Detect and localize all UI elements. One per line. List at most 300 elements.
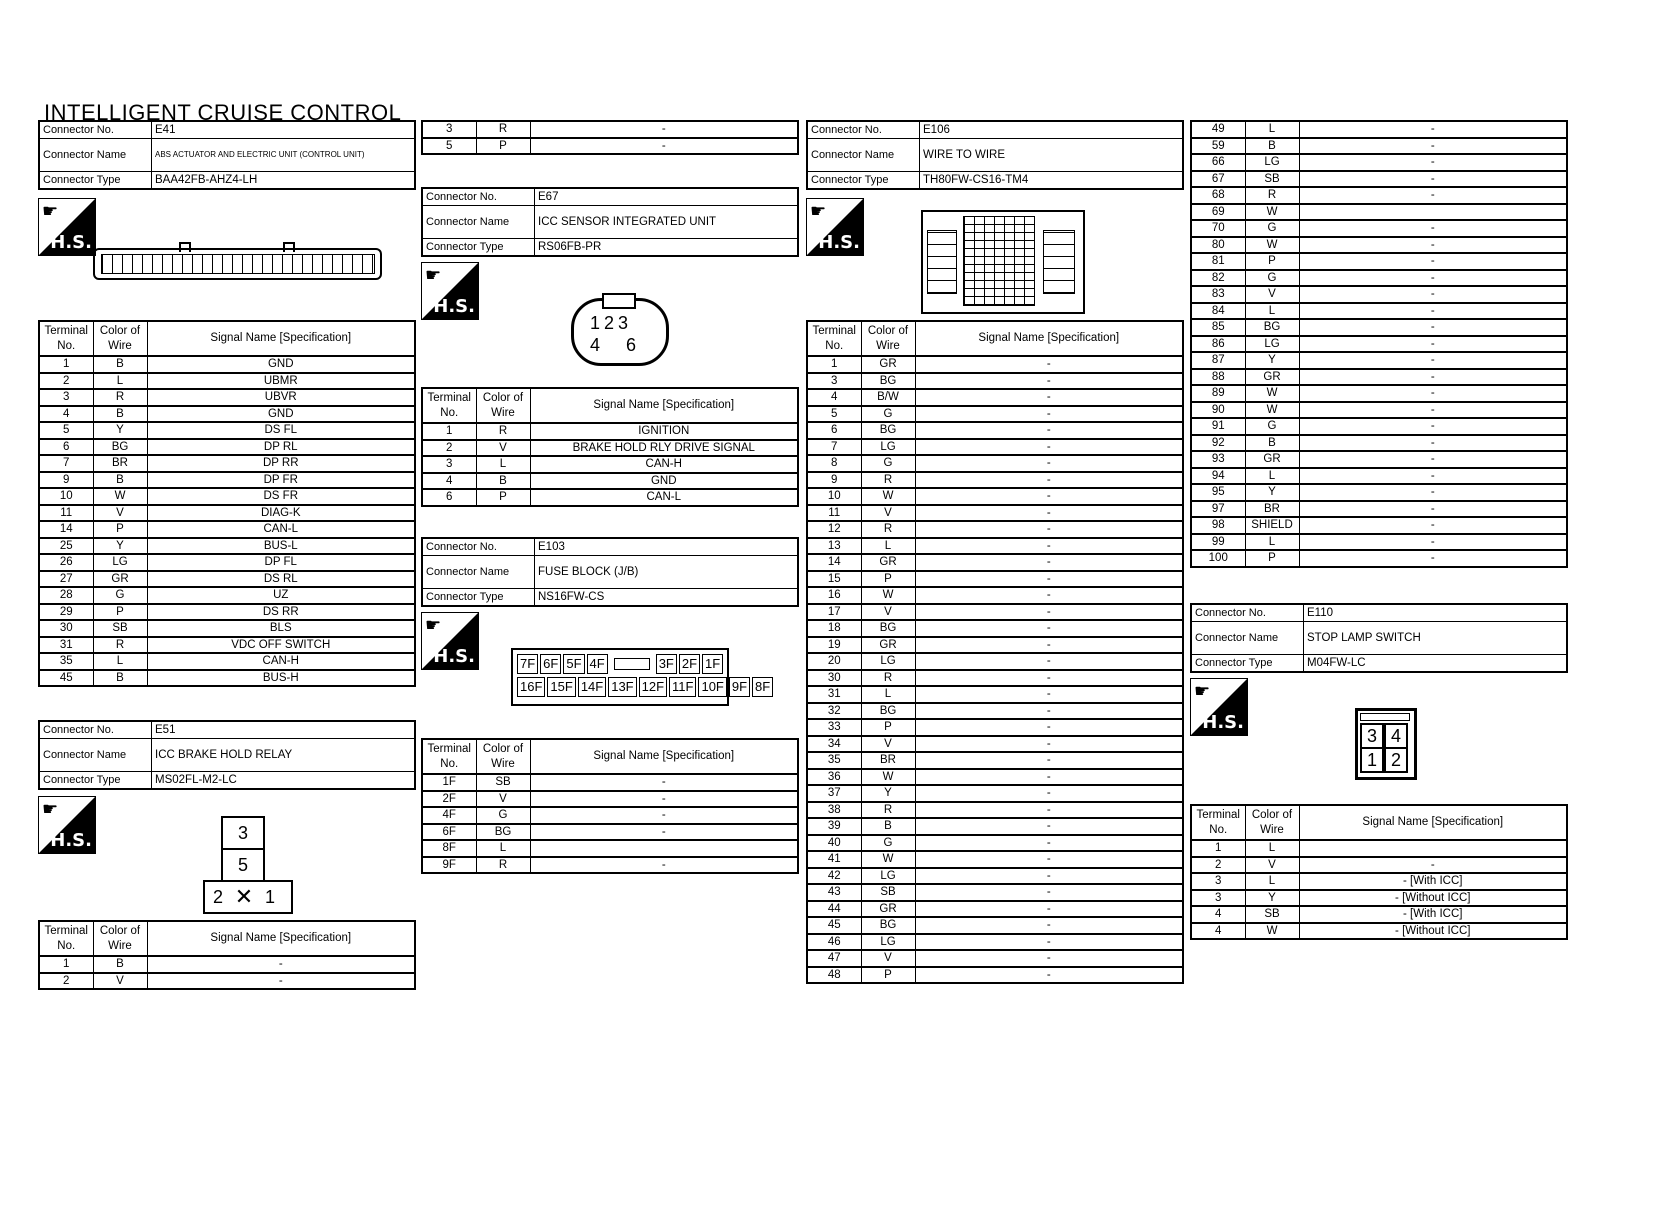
table-row — [807, 505, 1183, 522]
terminal-no-cell: 34 — [807, 736, 861, 753]
table-row — [1191, 154, 1567, 171]
connector-name-label: Connector Name — [39, 739, 152, 772]
table-row — [422, 774, 798, 791]
table-row — [807, 934, 1183, 951]
signal-name-cell: DP FL — [147, 554, 415, 571]
terminal-no-cell: 99 — [1191, 534, 1245, 551]
connector-name-value: FUSE BLOCK (J/B) — [535, 556, 799, 589]
signal-name-cell: - — [915, 455, 1183, 472]
glove-icon: ☛ — [810, 201, 827, 221]
harness-side-icon — [421, 612, 479, 670]
pin-table-e106-continued — [1190, 120, 1568, 568]
terminal-cell: 2 — [1384, 747, 1408, 773]
signal-name-cell: - — [530, 791, 798, 808]
table-row — [807, 587, 1183, 604]
connector-no-value: E41 — [152, 121, 416, 139]
table-row — [39, 587, 415, 604]
terminal-no-header: Terminal No. — [39, 921, 93, 956]
connector-no-value: E51 — [152, 721, 416, 739]
signal-name-cell: - — [915, 406, 1183, 423]
table-row — [1191, 270, 1567, 287]
table-row — [1191, 336, 1567, 353]
terminal-no-cell: 6 — [807, 422, 861, 439]
wire-color-cell: SB — [861, 884, 915, 901]
terminal-no-cell: 36 — [807, 769, 861, 786]
terminal-no-header: Terminal No. — [1191, 805, 1245, 840]
wire-color-cell: SB — [1245, 906, 1299, 923]
signal-name-cell: - — [915, 439, 1183, 456]
terminal-no-cell: 8F — [422, 840, 476, 857]
signal-name-cell: - — [915, 769, 1183, 786]
table-row — [807, 356, 1183, 373]
terminal-no-cell: 7 — [39, 455, 93, 472]
terminal-no-cell: 67 — [1191, 171, 1245, 188]
wire-color-cell: B/W — [861, 389, 915, 406]
terminal-no-cell: 16 — [807, 587, 861, 604]
wire-color-cell: W — [1245, 204, 1299, 221]
wire-color-cell: V — [861, 736, 915, 753]
column-2 — [421, 120, 799, 871]
table-row — [1191, 890, 1567, 907]
wire-color-cell: P — [861, 719, 915, 736]
terminal-no-cell: 4 — [422, 473, 476, 490]
table-row — [807, 670, 1183, 687]
wire-color-cell: BG — [93, 439, 147, 456]
glove-icon: ☛ — [42, 799, 59, 819]
signal-name-cell: CAN-H — [530, 456, 798, 473]
connector-name-label: Connector Name — [807, 139, 920, 172]
table-row — [807, 835, 1183, 852]
table-row — [807, 719, 1183, 736]
harness-side-icon — [421, 262, 479, 320]
terminal-no-cell: 25 — [39, 538, 93, 555]
terminal-no-cell: 4 — [39, 406, 93, 423]
wire-color-cell: R — [476, 121, 530, 138]
connector-type-value: NS16FW-CS — [535, 589, 799, 607]
table-row — [39, 356, 415, 373]
table-row — [39, 538, 415, 555]
signal-name-cell: - — [1299, 418, 1567, 435]
harness-side-icon — [38, 796, 96, 854]
terminal-row: 2 ✕ 1 — [203, 880, 293, 914]
hs-label: H.S. — [1202, 712, 1244, 733]
signal-name-cell: - — [147, 973, 415, 990]
wire-color-cell: W — [1245, 385, 1299, 402]
connector-info-e103 — [421, 537, 799, 607]
harness-side-icon — [1190, 678, 1248, 736]
signal-name-cell: - — [915, 736, 1183, 753]
table-row — [1191, 220, 1567, 237]
wire-color-cell: B — [93, 670, 147, 687]
wire-color-cell: SB — [476, 774, 530, 791]
table-row — [39, 439, 415, 456]
signal-name-cell: - — [915, 620, 1183, 637]
hs-label: H.S. — [50, 830, 92, 851]
wire-color-cell: R — [861, 802, 915, 819]
terminal-no-header: Terminal No. — [422, 739, 476, 774]
signal-name-cell: CAN-L — [530, 489, 798, 506]
signal-name-cell — [1299, 204, 1567, 221]
glove-icon: ☛ — [42, 201, 59, 221]
wire-color-cell: L — [1245, 840, 1299, 857]
wire-color-cell: Y — [1245, 890, 1299, 907]
table-row — [807, 472, 1183, 489]
table-row — [1191, 385, 1567, 402]
connector-name-value: ICC BRAKE HOLD RELAY — [152, 739, 416, 772]
signal-name-cell: BUS-L — [147, 538, 415, 555]
column-4 — [1190, 120, 1568, 937]
signal-name-cell: - — [1299, 237, 1567, 254]
signal-name-cell: - — [915, 554, 1183, 571]
connector-name-label: Connector Name — [422, 556, 535, 589]
table-row — [422, 791, 798, 808]
terminal-no-cell: 4 — [1191, 906, 1245, 923]
terminal-cell: 16F — [517, 677, 545, 697]
terminal-cell: 3 — [221, 816, 265, 850]
signal-name-cell — [1299, 840, 1567, 857]
signal-name-cell: BRAKE HOLD RLY DRIVE SIGNAL — [530, 440, 798, 457]
signal-name-cell: - — [915, 521, 1183, 538]
color-of-wire-header: Color of Wire — [93, 921, 147, 956]
terminal-no-cell: 97 — [1191, 501, 1245, 518]
table-row — [39, 373, 415, 390]
table-row — [1191, 303, 1567, 320]
page-title: INTELLIGENT CRUISE CONTROL — [44, 100, 402, 125]
wire-color-cell: GR — [861, 356, 915, 373]
signal-name-cell: GND — [147, 356, 415, 373]
terminal-no-cell: 3 — [422, 456, 476, 473]
terminal-no-cell: 14 — [39, 521, 93, 538]
wire-color-cell: B — [861, 818, 915, 835]
wire-color-cell: V — [1245, 857, 1299, 874]
wire-color-cell: GR — [861, 637, 915, 654]
signal-name-cell: - — [915, 851, 1183, 868]
signal-name-cell: - — [915, 653, 1183, 670]
terminal-cell: 5 — [221, 848, 265, 882]
wire-color-cell: P — [1245, 253, 1299, 270]
signal-name-cell: - — [915, 488, 1183, 505]
table-row — [422, 456, 798, 473]
signal-name-cell: - — [915, 389, 1183, 406]
signal-name-cell: - — [915, 538, 1183, 555]
connector-no-value: E67 — [535, 188, 799, 206]
table-row — [1191, 286, 1567, 303]
wire-color-cell: L — [1245, 873, 1299, 890]
signal-name-cell: - — [1299, 385, 1567, 402]
connector-name-value: WIRE TO WIRE — [920, 139, 1184, 172]
terminal-no-cell: 88 — [1191, 369, 1245, 386]
terminal-no-cell: 68 — [1191, 187, 1245, 204]
table-row — [1191, 857, 1567, 874]
wire-color-cell: L — [1245, 121, 1299, 138]
signal-name-cell: - — [1299, 171, 1567, 188]
connector-no-label: Connector No. — [422, 188, 535, 206]
terminal-cell: 4 — [1384, 723, 1408, 749]
table-row — [39, 521, 415, 538]
table-row — [807, 802, 1183, 819]
wire-color-cell: LG — [861, 653, 915, 670]
signal-name-cell: - — [1299, 138, 1567, 155]
table-row — [1191, 352, 1567, 369]
terminal-no-cell: 28 — [39, 587, 93, 604]
wire-color-cell: G — [1245, 220, 1299, 237]
terminal-no-cell: 83 — [1191, 286, 1245, 303]
terminal-cell: 3 — [1360, 723, 1384, 749]
connector-name-value: STOP LAMP SWITCH — [1304, 622, 1568, 655]
signal-name-cell: - — [1299, 336, 1567, 353]
terminal-cell: 8F — [752, 677, 773, 697]
wire-color-cell: R — [93, 389, 147, 406]
wire-color-cell: SB — [93, 620, 147, 637]
table-row — [807, 818, 1183, 835]
signal-name-cell: - — [1299, 402, 1567, 419]
terminal-label: 6 — [626, 335, 663, 355]
signal-name-cell: - — [915, 356, 1183, 373]
table-row — [1191, 402, 1567, 419]
signal-name-header: Signal Name [Specification] — [147, 321, 415, 356]
connector-type-label: Connector Type — [422, 589, 535, 607]
table-row — [1191, 237, 1567, 254]
signal-name-header: Signal Name [Specification] — [147, 921, 415, 956]
terminal-no-cell: 45 — [39, 670, 93, 687]
terminal-no-cell: 30 — [39, 620, 93, 637]
wire-color-cell: BR — [1245, 501, 1299, 518]
connector-type-value: BAA42FB-AHZ4-LH — [152, 172, 416, 190]
signal-name-cell: - — [915, 752, 1183, 769]
table-row — [807, 455, 1183, 472]
signal-name-cell: - — [915, 422, 1183, 439]
table-row — [1191, 253, 1567, 270]
terminal-cell: 2F — [679, 654, 700, 674]
terminal-no-cell: 6 — [39, 439, 93, 456]
blank-cavity-icon: ✕ — [234, 884, 254, 909]
connector-no-value: E106 — [920, 121, 1184, 139]
signal-name-cell: - — [530, 138, 798, 155]
wire-color-cell: L — [476, 456, 530, 473]
table-row — [422, 857, 798, 874]
wire-color-cell: G — [476, 807, 530, 824]
table-row — [1191, 534, 1567, 551]
terminal-no-cell: 4F — [422, 807, 476, 824]
terminal-no-cell: 3 — [1191, 890, 1245, 907]
connector-info-e106 — [806, 120, 1184, 190]
table-row — [807, 884, 1183, 901]
signal-name-cell: UBMR — [147, 373, 415, 390]
wire-color-cell: BG — [861, 422, 915, 439]
wire-color-cell: BG — [476, 824, 530, 841]
wire-color-cell: Y — [93, 538, 147, 555]
terminal-no-cell: 91 — [1191, 418, 1245, 435]
wire-color-cell: P — [861, 967, 915, 984]
signal-name-cell: DS RR — [147, 604, 415, 621]
connector-name-value: ABS ACTUATOR AND ELECTRIC UNIT (CONTROL UNIT) — [152, 139, 416, 172]
terminal-no-cell: 46 — [807, 934, 861, 951]
signal-name-cell: - — [915, 686, 1183, 703]
terminal-no-cell: 81 — [1191, 253, 1245, 270]
signal-name-header: Signal Name [Specification] — [530, 739, 798, 774]
table-row — [1191, 840, 1567, 857]
wire-color-cell: Y — [1245, 352, 1299, 369]
table-row — [807, 406, 1183, 423]
terminal-no-cell: 10 — [39, 488, 93, 505]
terminal-no-cell: 19 — [807, 637, 861, 654]
wire-color-cell: V — [861, 505, 915, 522]
terminal-no-cell: 47 — [807, 950, 861, 967]
table-row — [807, 620, 1183, 637]
wire-color-cell: L — [861, 538, 915, 555]
terminal-no-cell: 1 — [807, 356, 861, 373]
wire-color-cell: P — [861, 571, 915, 588]
signal-name-cell: - — [1299, 303, 1567, 320]
table-row — [807, 785, 1183, 802]
wire-color-cell: BG — [861, 917, 915, 934]
table-row — [1191, 171, 1567, 188]
connector-type-value: TH80FW-CS16-TM4 — [920, 172, 1184, 190]
connector-no-label: Connector No. — [39, 721, 152, 739]
wire-color-cell: GR — [861, 901, 915, 918]
terminal-no-cell: 43 — [807, 884, 861, 901]
signal-name-cell: - — [1299, 550, 1567, 567]
terminal-no-cell: 5 — [807, 406, 861, 423]
table-row — [807, 769, 1183, 786]
terminal-no-cell: 30 — [807, 670, 861, 687]
table-row — [807, 538, 1183, 555]
signal-name-cell: - — [915, 802, 1183, 819]
connector-info-e51 — [38, 720, 416, 790]
signal-name-cell: CAN-H — [147, 653, 415, 670]
terminal-no-cell: 66 — [1191, 154, 1245, 171]
terminal-no-cell: 2 — [1191, 857, 1245, 874]
terminal-no-cell: 80 — [1191, 237, 1245, 254]
table-row — [39, 956, 415, 973]
table-row — [807, 554, 1183, 571]
wire-color-cell: LG — [93, 554, 147, 571]
signal-name-cell: - — [915, 835, 1183, 852]
terminal-cell: 15F — [547, 677, 575, 697]
signal-name-cell: - — [915, 587, 1183, 604]
table-row — [422, 840, 798, 857]
connector-name-label: Connector Name — [39, 139, 152, 172]
pin-table-e51 — [38, 920, 416, 990]
terminal-no-cell: 31 — [39, 637, 93, 654]
signal-name-cell: - — [1299, 270, 1567, 287]
table-row — [807, 752, 1183, 769]
terminal-no-cell: 2 — [39, 373, 93, 390]
signal-name-cell: - — [1299, 253, 1567, 270]
table-row — [1191, 121, 1567, 138]
wire-color-cell: R — [861, 521, 915, 538]
signal-name-cell: - — [1299, 121, 1567, 138]
table-row — [807, 950, 1183, 967]
pin-table-e41 — [38, 320, 416, 687]
connector-type-label: Connector Type — [1191, 655, 1304, 673]
terminal-no-cell: 87 — [1191, 352, 1245, 369]
wire-color-cell: SHIELD — [1245, 517, 1299, 534]
table-row — [39, 670, 415, 687]
table-row — [39, 554, 415, 571]
pin-table-e106 — [806, 320, 1184, 984]
wire-color-cell: LG — [861, 934, 915, 951]
terminal-no-cell: 85 — [1191, 319, 1245, 336]
connector-type-label: Connector Type — [39, 772, 152, 790]
signal-name-cell: - — [915, 472, 1183, 489]
glove-icon: ☛ — [425, 265, 442, 285]
wire-color-cell: V — [93, 973, 147, 990]
terminal-no-cell: 11 — [807, 505, 861, 522]
signal-name-cell: DP RR — [147, 455, 415, 472]
terminal-no-cell: 100 — [1191, 550, 1245, 567]
table-row — [1191, 204, 1567, 221]
terminal-no-cell: 31 — [807, 686, 861, 703]
wire-color-cell: B — [93, 406, 147, 423]
wire-color-cell: P — [476, 489, 530, 506]
wire-color-cell: B — [476, 473, 530, 490]
terminal-cell: 3F — [656, 654, 677, 674]
column-1 — [38, 120, 416, 987]
terminal-no-cell: 15 — [807, 571, 861, 588]
signal-name-cell: - [With ICC] — [1299, 906, 1567, 923]
terminal-no-header: Terminal No. — [39, 321, 93, 356]
terminal-no-cell: 93 — [1191, 451, 1245, 468]
table-row — [422, 489, 798, 506]
signal-name-cell: VDC OFF SWITCH — [147, 637, 415, 654]
terminal-no-cell: 20 — [807, 653, 861, 670]
wire-color-cell: GR — [1245, 369, 1299, 386]
signal-name-cell: - — [1299, 501, 1567, 518]
signal-name-cell: - — [530, 807, 798, 824]
signal-name-cell: IGNITION — [530, 423, 798, 440]
table-row — [422, 473, 798, 490]
terminal-no-cell: 35 — [39, 653, 93, 670]
signal-name-cell: - — [1299, 517, 1567, 534]
wire-color-cell: W — [93, 488, 147, 505]
wire-color-cell: R — [93, 637, 147, 654]
wire-color-cell: V — [476, 791, 530, 808]
wire-color-cell: GR — [1245, 451, 1299, 468]
signal-name-cell: - — [1299, 534, 1567, 551]
table-row — [39, 973, 415, 990]
blank-cavity — [614, 658, 650, 670]
wire-color-cell: P — [93, 604, 147, 621]
signal-name-cell: BLS — [147, 620, 415, 637]
wire-color-cell: BG — [861, 620, 915, 637]
hs-label: H.S. — [818, 232, 860, 253]
terminal-no-cell: 5 — [422, 138, 476, 155]
signal-name-cell: - — [1299, 369, 1567, 386]
terminal-no-cell: 95 — [1191, 484, 1245, 501]
terminal-no-cell: 5 — [39, 422, 93, 439]
signal-name-cell: UZ — [147, 587, 415, 604]
table-row — [807, 604, 1183, 621]
terminal-no-cell: 1F — [422, 774, 476, 791]
signal-name-cell: - — [915, 703, 1183, 720]
signal-name-cell: - — [915, 818, 1183, 835]
terminal-cell: 7F — [517, 654, 538, 674]
color-of-wire-header: Color of Wire — [861, 321, 915, 356]
table-row — [1191, 187, 1567, 204]
signal-name-cell: GND — [530, 473, 798, 490]
wire-color-cell: L — [861, 686, 915, 703]
pin-table-e103 — [421, 738, 799, 874]
terminal-label: 3 — [618, 313, 633, 333]
terminal-no-cell: 49 — [1191, 121, 1245, 138]
table-row — [39, 406, 415, 423]
connector-diagram-e51 — [203, 816, 295, 914]
table-row — [39, 472, 415, 489]
wire-color-cell: W — [861, 488, 915, 505]
connector-type-value: RS06FB-PR — [535, 239, 799, 257]
signal-name-header: Signal Name [Specification] — [530, 388, 798, 423]
